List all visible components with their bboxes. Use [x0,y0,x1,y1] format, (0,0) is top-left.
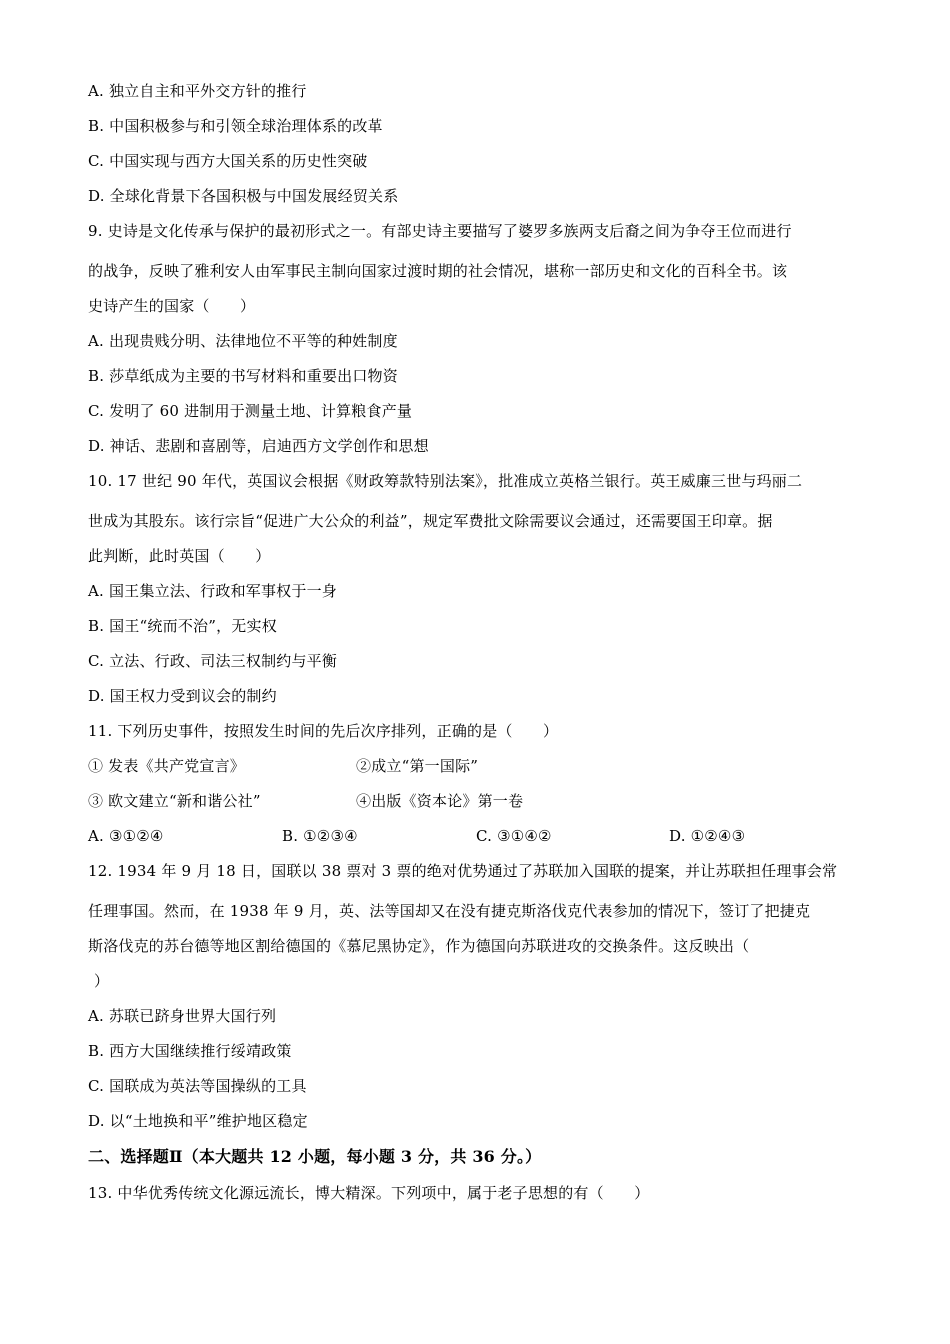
q10-stem-line3: 此判断，此时英国（ ） [88,547,271,565]
q9-option-b: B. 莎草纸成为主要的书写材料和重要出口物资 [88,367,398,385]
q9-stem-line1: 9. 史诗是文化传承与保护的最初形式之一。有部史诗主要描写了婆罗多族两支后裔之间为争夺王位而进行 [88,222,792,240]
q10-option-a: A. 国王集立法、行政和军事权于一身 [88,582,337,600]
q12-option-a: A. 苏联已跻身世界大国行列 [88,1007,277,1025]
q12-stem-line4: ） [94,972,110,990]
q11-item-4: ④出版《资本论》第一卷 [356,792,524,810]
q10-option-d: D. 国王权力受到议会的制约 [88,687,277,705]
q9-option-d: D. 神话、悲剧和喜剧等，启迪西方文学创作和思想 [88,437,429,455]
q12-option-c: C. 国联成为英法等国操纵的工具 [88,1077,307,1095]
q8-option-d: D. 全球化背景下各国积极与中国发展经贸关系 [88,187,399,205]
q8-option-b: B. 中国积极参与和引领全球治理体系的改革 [88,117,383,135]
q11-option-b: B. ①②③④ [282,827,358,845]
q8-option-a: A. 独立自主和平外交方针的推行 [88,82,307,100]
q10-option-c: C. 立法、行政、司法三权制约与平衡 [88,652,338,670]
q11-option-d: D. ①②④③ [669,827,746,845]
q9-option-c: C. 发明了 60 进制用于测量土地、计算粮食产量 [88,402,413,420]
q12-stem-line2: 任理事国。然而，在 1938 年 9 月，英、法等国却又在没有捷克斯洛伐克代表参加的情况下，签订了把捷克 [88,902,811,920]
q10-stem-line1: 10. 17 世纪 90 年代，英国议会根据《财政筹款特别法案》，批准成立英格兰银行。英王威廉三世与玛丽二 [88,472,803,490]
q11-item-1: ① 发表《共产党宣言》 [88,757,245,775]
q11-item-3: ③ 欧文建立“新和谐公社” [88,792,261,810]
q10-option-b: B. 国王“统而不治”，无实权 [88,617,277,635]
q9-stem-line3: 史诗产生的国家（ ） [88,297,256,315]
q8-option-c: C. 中国实现与西方大国关系的历史性突破 [88,152,368,170]
q13-stem: 13. 中华优秀传统文化源远流长，博大精深。下列项中，属于老子思想的有（ ） [88,1184,650,1202]
section-2-heading: 二、选择题Ⅱ（本大题共 12 小题，每小题 3 分，共 36 分。） [88,1147,542,1166]
q12-option-b: B. 西方大国继续推行绥靖政策 [88,1042,292,1060]
q12-stem-line3: 斯洛伐克的苏台德等地区割给德国的《慕尼黑协定》，作为德国向苏联进攻的交换条件。这反映出（ [88,937,750,955]
q11-item-2: ②成立“第一国际” [356,757,479,775]
q9-option-a: A. 出现贵贱分明、法律地位不平等的种姓制度 [88,332,398,350]
q11-option-c: C. ③①④② [476,827,552,845]
q12-stem-line1: 12. 1934 年 9 月 18 日，国联以 38 票对 3 票的绝对优势通过了苏联加入国联的提案，并让苏联担任理事会常 [88,862,838,880]
q10-stem-line2: 世成为其股东。该行宗旨“促进广大公众的利益”，规定军费批文除需要议会通过，还需要国王印章。据 [88,512,773,530]
q11-option-a: A. ③①②④ [88,827,164,845]
q12-option-d: D. 以“土地换和平”维护地区稳定 [88,1112,308,1130]
q11-stem: 11. 下列历史事件，按照发生时间的先后次序排列，正确的是（ ） [88,722,559,740]
q9-stem-line2: 的战争，反映了雅利安人由军事民主制向国家过渡时期的社会情况，堪称一部历史和文化的百科全书。该 [88,262,788,280]
